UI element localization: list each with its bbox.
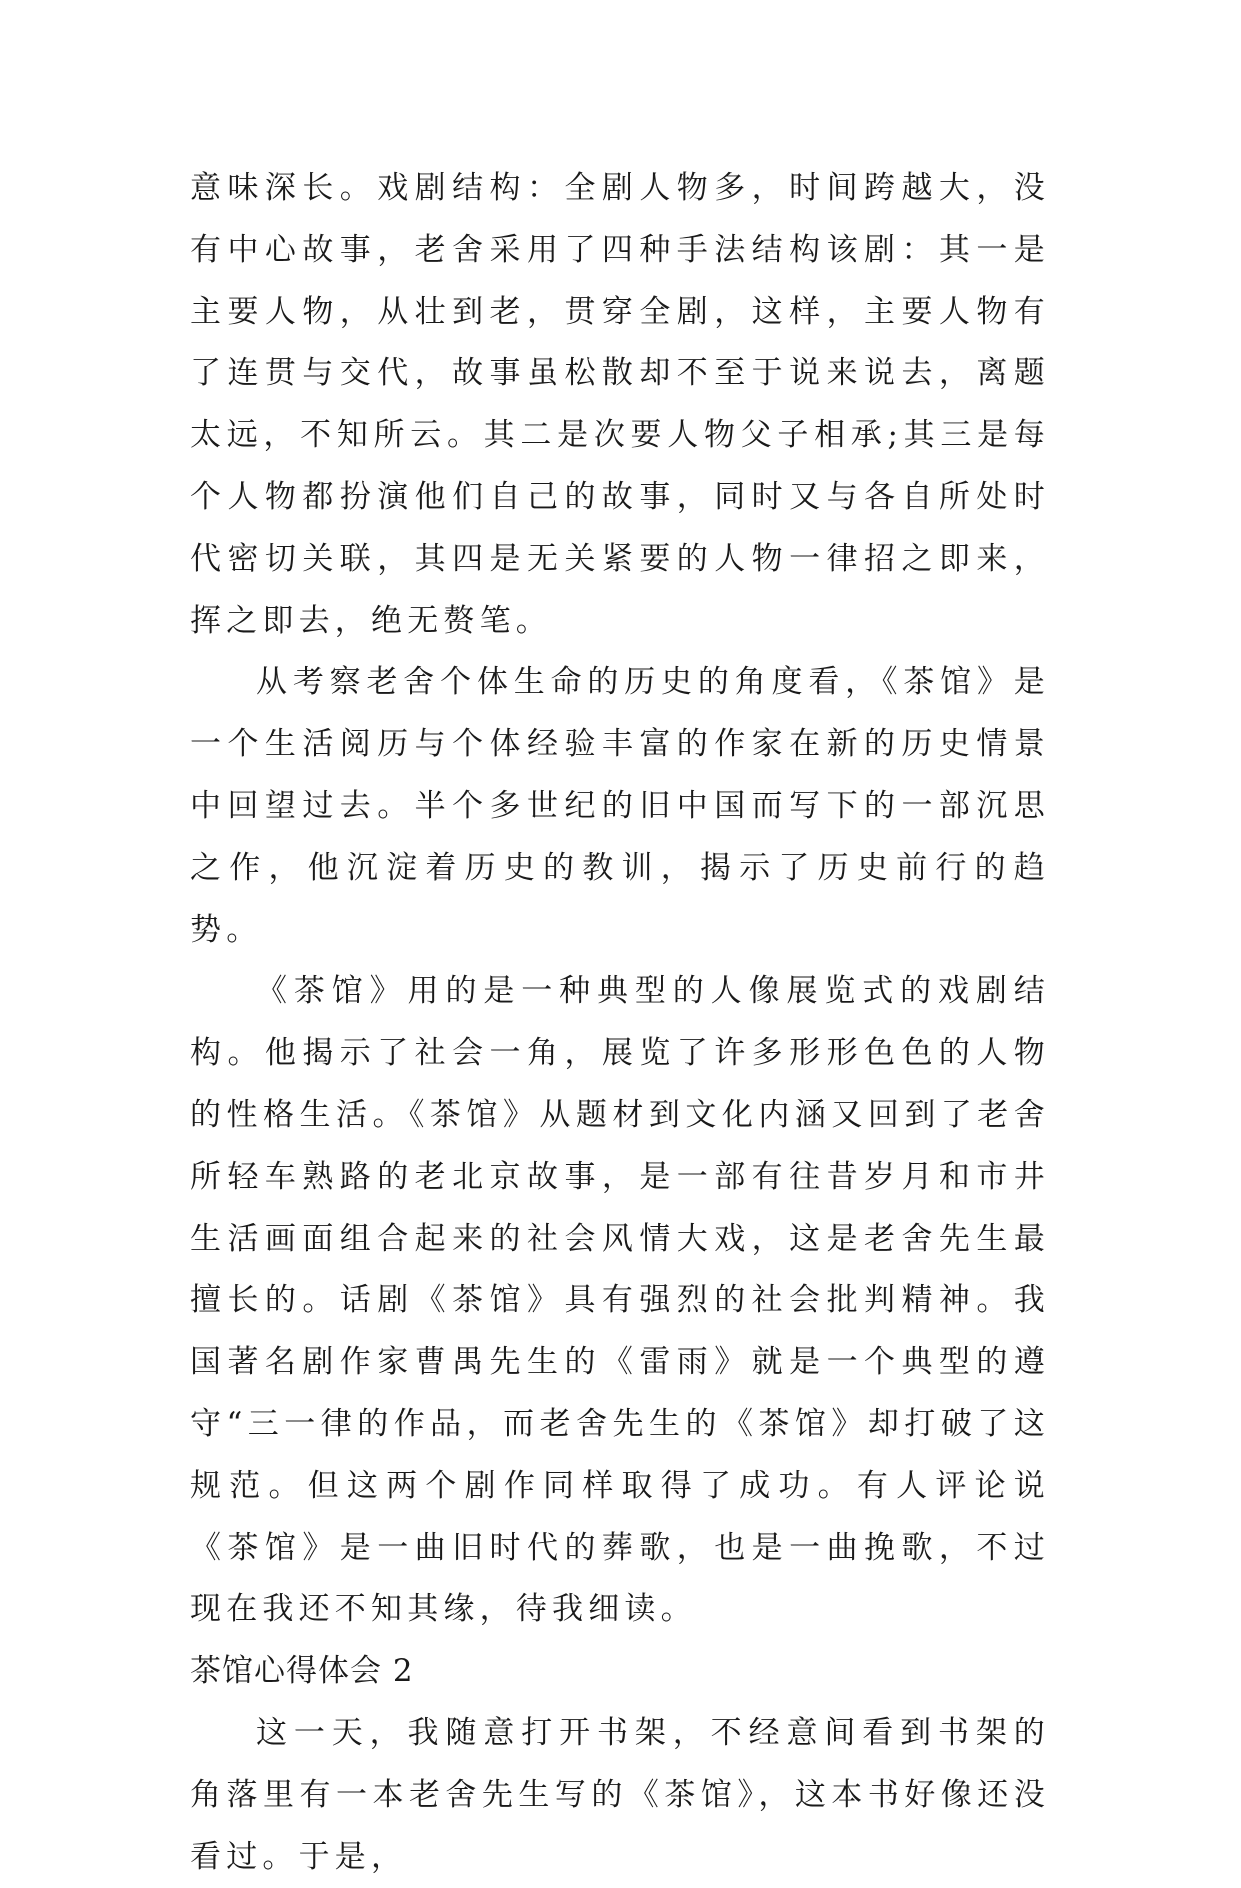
section-title: 茶馆心得体会 2 [190, 1653, 414, 1690]
paragraph-portrait-exhibition: 《茶馆》用的是一种典型的人像展览式的戏剧结构。他揭示了社会一角，展览了许多形形色色的人物的性格生活。《茶馆》从题材到文化内涵又回到了老舍所轻车熟路的老北京故事，是一部有往昔岁月和市井生活画面组合起来的社会风情大戏，这是老舍先生最擅长的。话剧《茶馆》具有强烈的社会批判精神。我国著名剧作家曹禺先生的《雷雨》就是一个典型的遵守“三一律的作品，而老舍先生的《茶馆》却打破了这规范。但这两个剧作同样取得了成功。有人评论说《茶馆》是一曲旧时代的葬歌，也是一曲挽歌，不过现在我还不知其缘，待我细读。 [190, 973, 1050, 1628]
paragraph-drama-structure: 意味深长。戏剧结构：全剧人物多，时间跨越大，没有中心故事，老舍采用了四种手法结构该剧：其一是主要人物，从壮到老，贯穿全剧，这样，主要人物有了连贯与交代，故事虽松散却不至于说来说去，离题太远，不知所云。其二是次要人物父子相承;其三是每个人物都扮演他们自己的故事，同时又与各自所处时代密切关联，其四是无关紧要的人物一律招之即来，挥之即去，绝无赘笔。 [190, 170, 1050, 639]
paragraph-historical-perspective: 从考察老舍个体生命的历史的角度看，《茶馆》是一个生活阅历与个体经验丰富的作家在新的历史情景中回望过去。半个多世纪的旧中国而写下的一部沉思之作，他沉淀着历史的教训，揭示了历史前行的趋势。 [190, 664, 1050, 948]
document-body [190, 158, 1050, 1888]
paragraph-bookshelf: 这一天，我随意打开书架，不经意间看到书架的角落里有一本老舍先生写的《茶馆》，这本书好像还没看过。于是， [190, 1714, 1050, 1875]
